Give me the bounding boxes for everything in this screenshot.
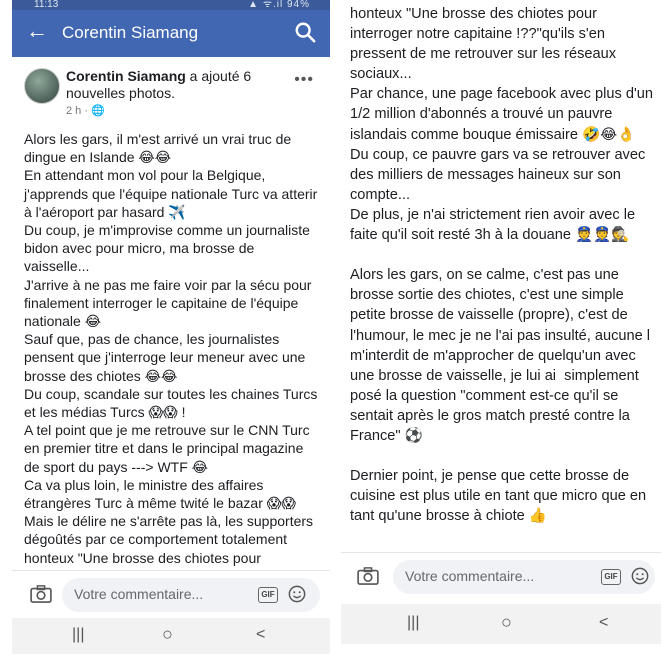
post-time-text: 2 h · xyxy=(66,105,92,117)
camera-icon[interactable] xyxy=(30,585,52,603)
comment-input[interactable] xyxy=(393,560,655,594)
status-indicators: ▲ ᯤ.il 94% xyxy=(248,0,310,10)
home-icon[interactable]: ○ xyxy=(162,624,173,644)
comment-bar xyxy=(341,552,661,601)
smiley-icon[interactable] xyxy=(288,585,306,603)
status-time: 11:13 xyxy=(34,0,59,10)
app-header xyxy=(12,10,330,57)
left-screenshot xyxy=(12,0,330,660)
post-time xyxy=(66,104,105,117)
status-bar xyxy=(12,0,330,10)
back-icon[interactable]: < xyxy=(256,626,266,643)
android-nav-bar xyxy=(12,618,330,654)
smiley-icon[interactable] xyxy=(631,567,649,585)
comment-bar xyxy=(12,570,330,619)
header-title: Corentin Siamang xyxy=(62,23,199,42)
post-text-continued: honteux "Une brosse des chiotes pour interroger notre capitaine !??"qu'ils s'en pressent de me retrouver sur les réseaux sociaux... Par chance, une page facebook avec plus d'un 1/2 million d'abonnés a trouvé un pauvre islandais comme bouque émissaire 🤣😂👌 Du coup, ce pauvre gars va se retrouver avec des milliers de messages haineux sur son compte... De plus, je n'ai strictement rien avoir avec le faite qu'il soit resté 3h à la douane 👮👮🕵️ Alors les gars, on se calme, c'est pas une brosse sortie des chiotes, c'est une simple petite brosse de vaisselle (propre), c'est de l'humour, le mec je ne l'ai pas insulté, aucune l m'interdit de m'approcher de quelqu'un avec une brosse de vaisselle, je lui ai simplement posé la question "comment est-ce qu'il se sentait après le gros match presté contre la France" ⚽ Dernier point, je pense que cette brosse de cuisine est plus utile en tant que micro que en tant qu'une brosse à chiote 👍 xyxy=(350,6,653,525)
author-name[interactable]: Corentin Siamang xyxy=(66,68,186,84)
home-icon[interactable]: ○ xyxy=(501,612,512,632)
post-text: Alors les gars, il m'est arrivé un vrai truc de dingue en Islande 😂😂 En attendant mon vol pour la Belgique, j'apprends que l'équipe nationale Turc va atterir à l'aéroport par hasard ✈️ Du coup, je m'improvise comme un journaliste bidon avec pour micro, ma brosse de vaisselle... J'arrive à ne pas me faire voir par la sécu pour finalement interroger le capitaine de l'équipe nationale 😂 Sauf que, pas de chance, les journalistes pensent que j'interroge leur meneur avec une brosse des chiotes 😂😂 Du coup, scandale sur toutes les chaines Turcs et les médias Turcs 😱😱 ! A tel point que je me retrouve sur le CNN Turc en premier titre et dans le principal magazine de sport du pays ---> WTF 😂 Ca va plus loin, le ministre des affaires étrangères Turc à même twité le bazar 😱😱 Mais le délire ne s'arrête pas là, les supporters dégoûtés par ce comportement totalement honteux "Une brosse des chiotes pour xyxy=(24,131,318,566)
recent-apps-icon[interactable]: ||| xyxy=(407,614,420,631)
comment-input[interactable] xyxy=(62,578,320,612)
search-icon[interactable] xyxy=(294,21,316,43)
arrow-left-icon[interactable]: ← xyxy=(26,18,48,43)
comment-placeholder: Votre commentaire... xyxy=(74,586,204,602)
post-header xyxy=(12,57,330,117)
post-author-line xyxy=(66,68,286,102)
android-nav-bar xyxy=(341,604,661,644)
back-icon[interactable]: < xyxy=(599,614,609,631)
post-action: a ajouté 6 nouvelles photos. xyxy=(66,68,252,101)
recent-apps-icon[interactable]: ||| xyxy=(72,626,85,643)
gif-icon[interactable]: GIF xyxy=(601,569,621,585)
globe-icon: 🌐 xyxy=(91,105,105,117)
camera-icon[interactable] xyxy=(357,567,379,585)
gif-icon[interactable]: GIF xyxy=(258,587,278,603)
comment-placeholder: Votre commentaire... xyxy=(405,568,535,584)
more-horizontal-icon[interactable]: ••• xyxy=(294,71,314,88)
right-screenshot xyxy=(341,0,661,660)
avatar[interactable] xyxy=(24,68,60,104)
